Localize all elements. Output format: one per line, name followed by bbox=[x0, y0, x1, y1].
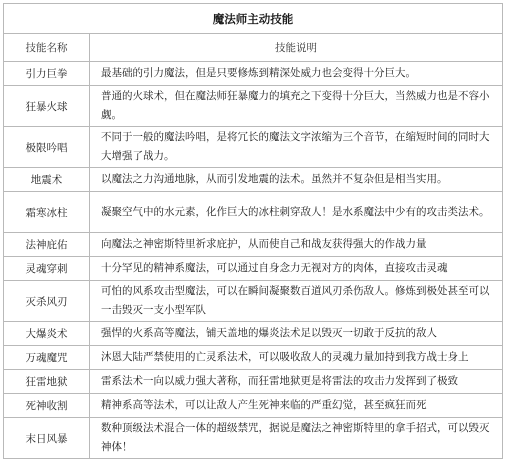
skill-name: 引力巨拳 bbox=[4, 62, 90, 86]
skill-name: 霜寒冰柱 bbox=[4, 192, 90, 233]
skill-description-cell bbox=[90, 394, 503, 418]
skill-description-cell bbox=[90, 168, 503, 192]
table-row bbox=[4, 281, 503, 322]
table-row bbox=[4, 418, 503, 459]
skill-description: 凝聚空气中的水元素，化作巨大的冰柱刺穿敌人！是水系魔法中少有的攻击类法术。 bbox=[101, 205, 490, 218]
table-header-row bbox=[4, 34, 503, 62]
skill-description-cell bbox=[90, 233, 503, 257]
skill-name: 极限吟唱 bbox=[4, 127, 90, 168]
skill-name: 末日风暴 bbox=[4, 418, 90, 459]
skill-description: 可怕的风系攻击型魔法，可以在瞬间凝聚数百道风刃杀伤敌人。修炼到极处甚至可以一击毁灭一支小型军队 bbox=[101, 285, 490, 316]
table-title: 魔法师主动技能 bbox=[4, 4, 503, 34]
table-row bbox=[4, 322, 503, 346]
table-row bbox=[4, 86, 503, 127]
skill-name: 死神收割 bbox=[4, 394, 90, 418]
skill-description-cell bbox=[90, 86, 503, 127]
header-skill-name: 技能名称 bbox=[4, 34, 90, 62]
skill-description: 沐恩大陆严禁使用的亡灵系法术，可以吸收敌人的灵魂力量加持到我方战士身上 bbox=[101, 351, 469, 363]
table-row bbox=[4, 127, 503, 168]
skill-description: 雷系法术一向以威力强大著称，而狂雷地狱更是将雷法的攻击力发挥到了极致 bbox=[101, 375, 458, 387]
table-row bbox=[4, 257, 503, 281]
skill-description-cell bbox=[90, 370, 503, 394]
skill-name: 狂雷地狱 bbox=[4, 370, 90, 394]
skill-description: 强悍的火系高等魔法，铺天盖地的爆炎法术足以毁灭一切敢于反抗的敌人 bbox=[101, 327, 437, 339]
skill-description-cell bbox=[90, 281, 503, 322]
skill-description-cell bbox=[90, 192, 503, 233]
skill-name: 地震术 bbox=[4, 168, 90, 192]
skill-description: 普通的火球术，但在魔法师狂暴魔力的填充之下变得十分巨大，当然威力也是不容小觑。 bbox=[101, 90, 490, 121]
skill-description: 向魔法之神密斯特里祈求庇护，从而使自己和战友获得强大的作战力量 bbox=[101, 238, 427, 250]
skills-table-body bbox=[4, 4, 503, 459]
skill-description-cell bbox=[90, 418, 503, 459]
skills-table bbox=[3, 3, 503, 459]
skill-description-cell bbox=[90, 62, 503, 86]
skill-description: 不同于一般的魔法吟唱，是将冗长的魔法文字浓缩为三个音节，在缩短时间的同时大大增强了战力。 bbox=[101, 131, 490, 162]
table-row bbox=[4, 62, 503, 86]
skill-name: 灵魂穿刺 bbox=[4, 257, 90, 281]
skill-description-cell bbox=[90, 346, 503, 370]
table-row bbox=[4, 168, 503, 192]
table-row bbox=[4, 346, 503, 370]
skill-name: 灭杀风刃 bbox=[4, 281, 90, 322]
table-title-row bbox=[4, 4, 503, 34]
table-row bbox=[4, 370, 503, 394]
skill-name: 大爆炎术 bbox=[4, 322, 90, 346]
skill-description-cell bbox=[90, 127, 503, 168]
skill-name: 狂暴火球 bbox=[4, 86, 90, 127]
skill-name: 万魂魔咒 bbox=[4, 346, 90, 370]
header-skill-description: 技能说明 bbox=[90, 34, 503, 62]
table-row bbox=[4, 192, 503, 233]
skill-description: 最基础的引力魔法，但是只要修炼到精深处威力也会变得十分巨大。 bbox=[101, 67, 416, 79]
skill-description: 以魔法之力沟通地脉，从而引发地震的法术。虽然并不复杂但是相当实用。 bbox=[101, 173, 448, 185]
skill-description: 十分罕见的精神系魔法，可以通过自身念力无视对方的肉体，直接攻击灵魂 bbox=[101, 262, 448, 274]
table-row bbox=[4, 233, 503, 257]
skill-description-cell bbox=[90, 322, 503, 346]
skill-description-cell bbox=[90, 257, 503, 281]
table-row bbox=[4, 394, 503, 418]
skill-description: 数种顶级法术混合一体的超级禁咒，据说是魔法之神密斯特里的拿手招式，可以毁灭神体！ bbox=[101, 422, 490, 453]
skill-name: 法神庇佑 bbox=[4, 233, 90, 257]
skill-description: 精神系高等法术，可以让敌人产生死神来临的严重幻觉，甚至疯狂而死 bbox=[101, 399, 427, 411]
